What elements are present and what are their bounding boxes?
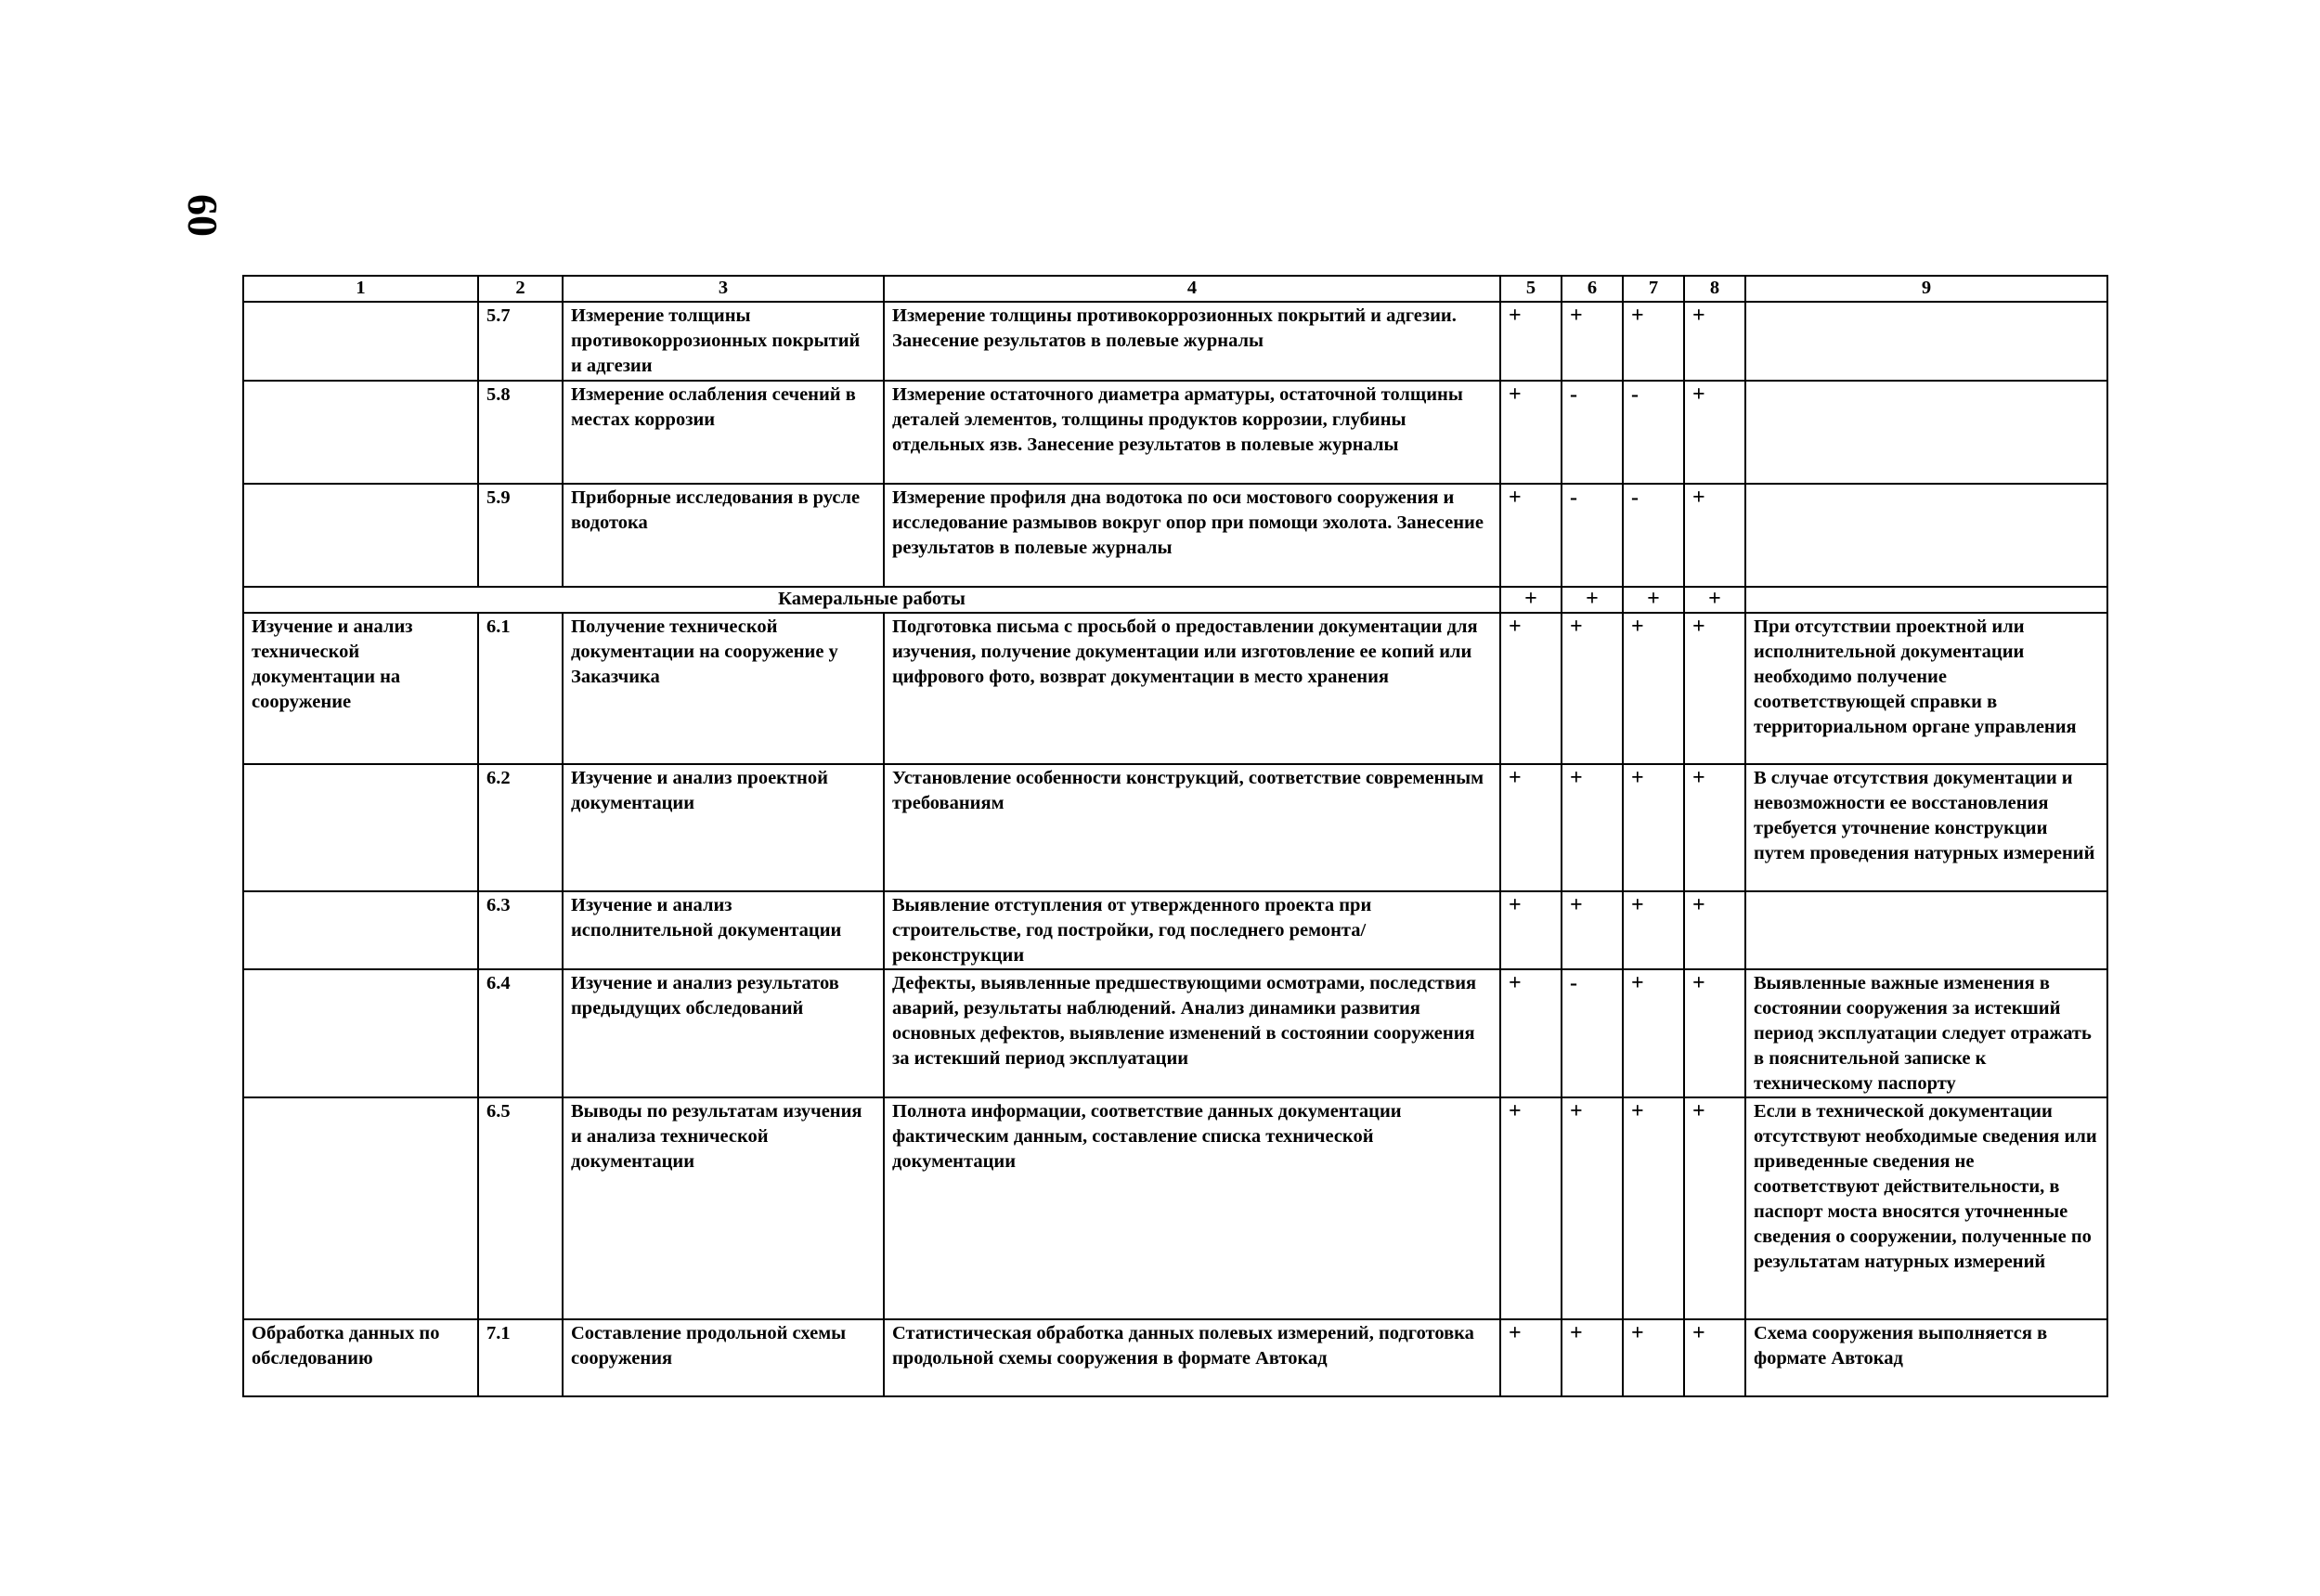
col-7-mark: + — [1623, 891, 1684, 969]
item-number: 5.9 — [478, 484, 563, 587]
col-5-mark: + — [1500, 484, 1562, 587]
col-6-mark: - — [1562, 969, 1623, 1097]
col-8-mark: + — [1684, 484, 1745, 587]
col-5-mark: + — [1500, 969, 1562, 1097]
item-number: 6.2 — [478, 764, 563, 891]
table-row — [243, 302, 2107, 381]
group-cell: Обработка данных по обследованию — [243, 1319, 478, 1396]
item-number: 6.1 — [478, 613, 563, 764]
work-name: Получение технической документации на сооружение у Заказчика — [563, 613, 884, 764]
table-row — [243, 764, 2107, 891]
note-cell — [1745, 891, 2107, 969]
col-8-mark: + — [1684, 1097, 1745, 1319]
section-title: Камеральные работы — [243, 587, 1500, 613]
col-6-mark: + — [1562, 891, 1623, 969]
col-5-mark: + — [1500, 764, 1562, 891]
note-cell: В случае отсутствия документации и невозможности ее восстановления требуется уточнение конструкции путем проведения натурных измерений — [1745, 764, 2107, 891]
col-7-mark: + — [1623, 969, 1684, 1097]
note-cell — [1745, 484, 2107, 587]
item-number: 5.8 — [478, 381, 563, 484]
work-name: Выводы по результатам изучения и анализа технической документации — [563, 1097, 884, 1319]
col-7-mark: + — [1623, 587, 1684, 613]
note-cell: Если в технической документации отсутствуют необходимые сведения или приведенные сведения не соответствуют действительности, в паспорт моста вносятся уточненные сведения о сооружении, полученные по результатам натурных измерений — [1745, 1097, 2107, 1319]
note-cell: При отсутствии проектной или исполнительной документации необходимо получение соответствующей справки в территориальном органе управления — [1745, 613, 2107, 764]
work-content: Подготовка письма с просьбой о предоставлении документации для изучения, получение документации или изготовление ее копий или цифрового фото, возврат документации в место хранения — [884, 613, 1500, 764]
col-5-mark: + — [1500, 891, 1562, 969]
group-cell — [243, 484, 478, 587]
col-7-mark: + — [1623, 613, 1684, 764]
page-number: 60 — [179, 194, 227, 237]
group-cell: Изучение и анализ технической документации на сооружение — [243, 613, 478, 764]
col-5-mark: + — [1500, 1319, 1562, 1396]
table-row — [243, 891, 2107, 969]
work-content: Дефекты, выявленные предшествующими осмотрами, последствия аварий, результаты наблюдений. Анализ динамики развития основных дефектов, выявление изменений в состоянии сооружения за истекший период эксплуатации — [884, 969, 1500, 1097]
group-cell — [243, 1097, 478, 1319]
group-cell — [243, 891, 478, 969]
col-6-mark: - — [1562, 484, 1623, 587]
table-row — [243, 969, 2107, 1097]
item-number: 5.7 — [478, 302, 563, 381]
note-cell — [1745, 381, 2107, 484]
col-7-mark: + — [1623, 1097, 1684, 1319]
section-row — [243, 587, 2107, 613]
header-row — [243, 276, 2107, 302]
col-7-mark: + — [1623, 764, 1684, 891]
note-cell — [1745, 587, 2107, 613]
work-content: Измерение профиля дна водотока по оси мостового сооружения и исследование размывов вокруг опор при помощи эхолота. Занесение результатов в полевые журналы — [884, 484, 1500, 587]
header-cell: 9 — [1745, 276, 2107, 302]
work-content: Полнота информации, соответствие данных документации фактическим данным, составление списка технической документации — [884, 1097, 1500, 1319]
header-cell: 2 — [478, 276, 563, 302]
table-row — [243, 1097, 2107, 1319]
col-5-mark: + — [1500, 302, 1562, 381]
col-8-mark: + — [1684, 613, 1745, 764]
table-row — [243, 484, 2107, 587]
col-8-mark: + — [1684, 302, 1745, 381]
work-name: Изучение и анализ результатов предыдущих обследований — [563, 969, 884, 1097]
col-6-mark: + — [1562, 587, 1623, 613]
header-cell: 5 — [1500, 276, 1562, 302]
work-content: Выявление отступления от утвержденного проекта при строительстве, год постройки, год последнего ремонта/реконструкции — [884, 891, 1500, 969]
work-content: Статистическая обработка данных полевых измерений, подготовка продольной схемы сооружения в формате Автокад — [884, 1319, 1500, 1396]
header-cell: 7 — [1623, 276, 1684, 302]
col-6-mark: - — [1562, 381, 1623, 484]
group-cell — [243, 969, 478, 1097]
col-5-mark: + — [1500, 1097, 1562, 1319]
group-cell — [243, 302, 478, 381]
header-cell: 6 — [1562, 276, 1623, 302]
item-number: 7.1 — [478, 1319, 563, 1396]
group-cell — [243, 381, 478, 484]
work-name: Измерение ослабления сечений в местах коррозии — [563, 381, 884, 484]
col-6-mark: + — [1562, 1319, 1623, 1396]
table-row — [243, 381, 2107, 484]
work-name: Изучение и анализ исполнительной документации — [563, 891, 884, 969]
table-row — [243, 1319, 2107, 1396]
col-8-mark: + — [1684, 969, 1745, 1097]
header-cell: 4 — [884, 276, 1500, 302]
col-6-mark: + — [1562, 613, 1623, 764]
table-row — [243, 613, 2107, 764]
group-cell — [243, 764, 478, 891]
work-name: Измерение толщины противокоррозионных покрытий и адгезии — [563, 302, 884, 381]
work-content: Установление особенности конструкций, соответствие современным требованиям — [884, 764, 1500, 891]
note-cell — [1745, 302, 2107, 381]
header-cell: 8 — [1684, 276, 1745, 302]
col-6-mark: + — [1562, 302, 1623, 381]
col-8-mark: + — [1684, 764, 1745, 891]
col-8-mark: + — [1684, 587, 1745, 613]
header-cell: 3 — [563, 276, 884, 302]
note-cell: Схема сооружения выполняется в формате Автокад — [1745, 1319, 2107, 1396]
col-5-mark: + — [1500, 613, 1562, 764]
col-5-mark: + — [1500, 587, 1562, 613]
work-name: Составление продольной схемы сооружения — [563, 1319, 884, 1396]
item-number: 6.4 — [478, 969, 563, 1097]
work-name: Приборные исследования в русле водотока — [563, 484, 884, 587]
work-name: Изучение и анализ проектной документации — [563, 764, 884, 891]
work-content: Измерение толщины противокоррозионных покрытий и адгезии. Занесение результатов в полевые журналы — [884, 302, 1500, 381]
item-number: 6.5 — [478, 1097, 563, 1319]
header-cell: 1 — [243, 276, 478, 302]
work-content: Измерение остаточного диаметра арматуры, остаточной толщины деталей элементов, толщины продуктов коррозии, глубины отдельных язв. Занесение результатов в полевые журналы — [884, 381, 1500, 484]
col-7-mark: - — [1623, 484, 1684, 587]
work-table — [242, 275, 2108, 1397]
col-6-mark: + — [1562, 764, 1623, 891]
note-cell: Выявленные важные изменения в состоянии сооружения за истекший период эксплуатации следует отражать в пояснительной записке к техническому паспорту — [1745, 969, 2107, 1097]
col-8-mark: + — [1684, 381, 1745, 484]
item-number: 6.3 — [478, 891, 563, 969]
col-6-mark: + — [1562, 1097, 1623, 1319]
col-5-mark: + — [1500, 381, 1562, 484]
col-7-mark: - — [1623, 381, 1684, 484]
col-7-mark: + — [1623, 302, 1684, 381]
col-7-mark: + — [1623, 1319, 1684, 1396]
col-8-mark: + — [1684, 1319, 1745, 1396]
col-8-mark: + — [1684, 891, 1745, 969]
